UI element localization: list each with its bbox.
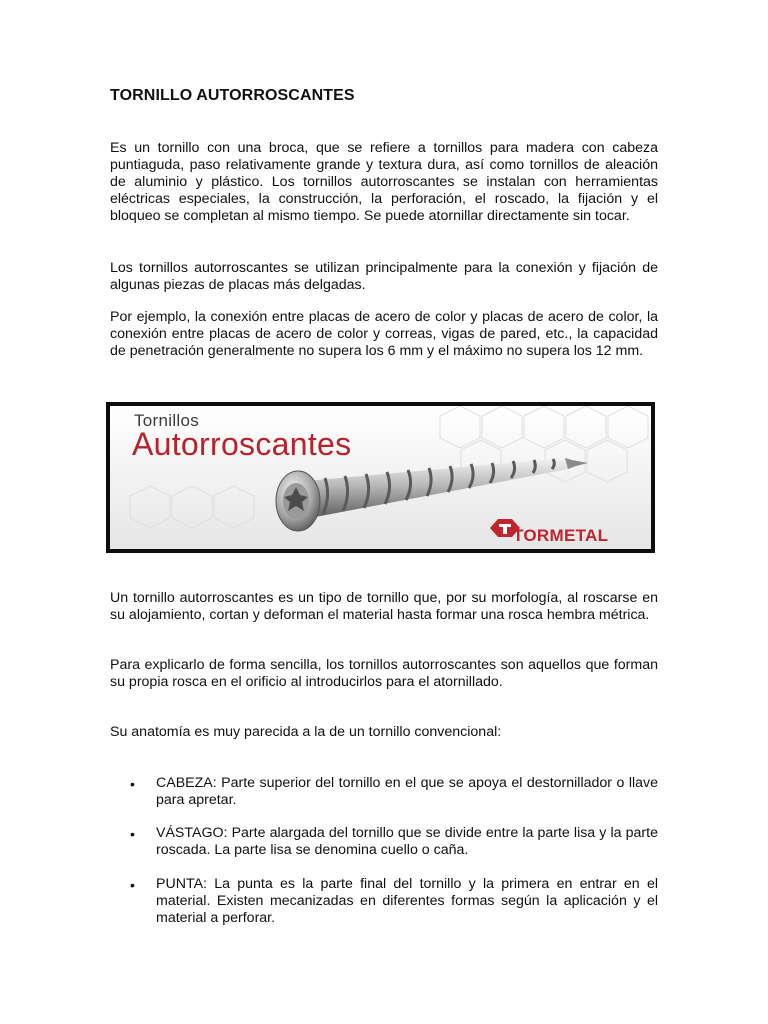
bullet-icon: •	[130, 826, 135, 842]
paragraph-4: Un tornillo autorroscantes es un tipo de tornillo que, por su morfología, al roscarse en su alojamiento, cortan y deforman el material hasta formar una rosca hembra métrica.	[110, 590, 658, 623]
banner-subtitle: Tornillos	[134, 411, 200, 430]
list-item-text: CABEZA: Parte superior del tornillo en el que se apoya el destornillador o llave para apretar.	[156, 775, 658, 808]
banner-title: Autorroscantes	[132, 426, 352, 462]
banner-brand: TORMETAL	[513, 526, 609, 545]
paragraph-5: Para explicarlo de forma sencilla, los tornillos autorroscantes son aquellos que forman su propia rosca en el orificio al introducirlos para el atornillado.	[110, 657, 658, 690]
paragraph-1: Es un tornillo con una broca, que se refiere a tornillos para madera con cabeza puntiaguda, paso relativamente grande y textura dura, así como tornillos de aleación de aluminio y plástico. Los tornillos autorroscantes se instalan con herramientas eléctricas especiales, la construcción, la perforación, el roscado, la fijación y el bloqueo se completan al mismo tiempo. Se puede atornillar directamente sin tocar.	[110, 140, 658, 224]
product-banner-image	[106, 402, 655, 553]
paragraph-2: Los tornillos autorroscantes se utilizan principalmente para la conexión y fijación de algunas piezas de placas más delgadas.	[110, 260, 658, 293]
screw-icon	[276, 458, 588, 531]
bullet-icon: •	[130, 877, 135, 893]
list-item-text: VÁSTAGO: Parte alargada del tornillo que se divide entre la parte lisa y la parte roscada. La parte lisa se denomina cuello o caña.	[156, 825, 658, 858]
list-item-text: PUNTA: La punta es la parte final del tornillo y la primera en entrar en el material. Existen mecanizadas en diferentes formas según la aplicación y el material a perforar.	[156, 876, 658, 926]
paragraph-3: Por ejemplo, la conexión entre placas de acero de color y placas de acero de color, la conexión entre placas de acero de color y correas, vigas de pared, etc., la capacidad de penetración generalmente no supera los 6 mm y el máximo no supera los 12 mm.	[110, 309, 658, 359]
bullet-icon: •	[130, 776, 135, 792]
paragraph-6: Su anatomía es muy parecida a la de un tornillo convencional:	[110, 724, 502, 740]
page-title: TORNILLO AUTORROSCANTES	[110, 87, 355, 104]
